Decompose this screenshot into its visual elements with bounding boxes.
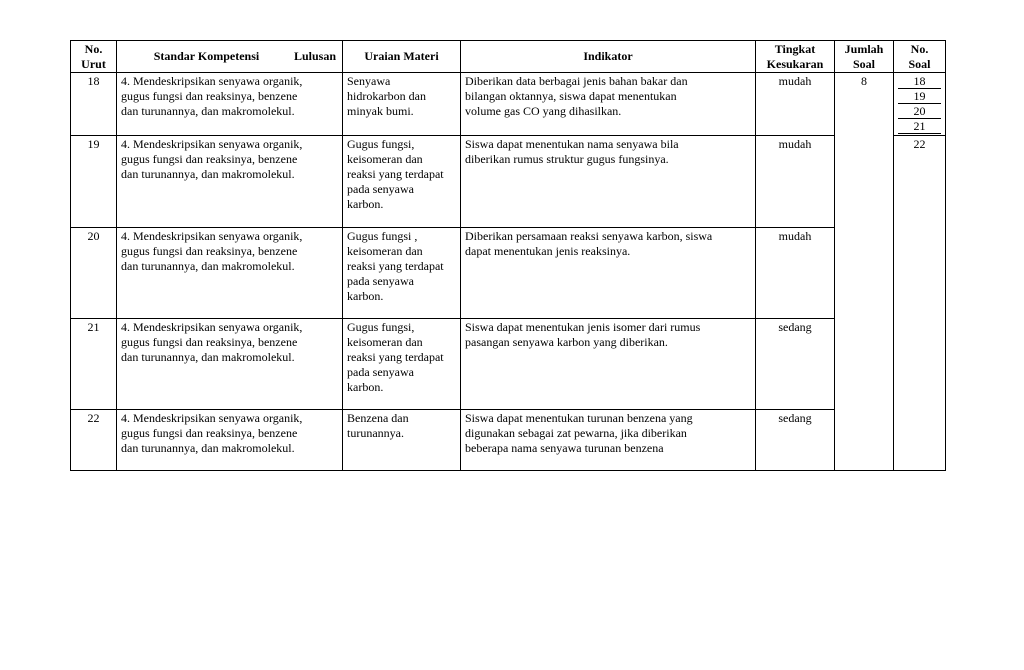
row-no-urut: 21 bbox=[71, 319, 117, 410]
no-soal-list bbox=[898, 74, 941, 134]
row-uraian: Benzena dan turunannya. bbox=[343, 410, 461, 471]
no-soal-item: 19 bbox=[898, 89, 941, 104]
row-no-urut: 18 bbox=[71, 73, 117, 136]
header-standar-right: Lulusan bbox=[293, 49, 336, 63]
row-tingkat: sedang bbox=[756, 319, 835, 410]
row-indikator: Siswa dapat menentukan nama senyawa bila diberikan rumus struktur gugus fungsinya. bbox=[461, 136, 756, 228]
row-tingkat: mudah bbox=[756, 73, 835, 136]
header-indikator: Indikator bbox=[461, 41, 756, 73]
no-soal-item: 22 bbox=[913, 137, 926, 151]
table-row bbox=[71, 410, 946, 471]
header-standar-left: Standar Kompetensi bbox=[153, 49, 260, 63]
row-indikator: Diberikan persamaan reaksi senyawa karbon, siswa dapat menentukan jenis reaksinya. bbox=[461, 228, 756, 319]
no-soal-list-cell bbox=[894, 73, 946, 136]
row-uraian: Gugus fungsi , keisomeran dan reaksi yang terdapat pada senyawa karbon. bbox=[343, 228, 461, 319]
jumlah-soal-cell: 8 bbox=[835, 73, 894, 471]
table-row bbox=[71, 73, 946, 136]
row-tingkat: mudah bbox=[756, 136, 835, 228]
row-uraian: Senyawa hidrokarbon dan minyak bumi. bbox=[343, 73, 461, 136]
row-indikator: Siswa dapat menentukan turunan benzena yang digunakan sebagai zat pewarna, jika diberikan beberapa nama senyawa turunan benzena bbox=[461, 410, 756, 471]
table-row bbox=[71, 228, 946, 319]
header-no-soal: No. Soal bbox=[894, 41, 946, 73]
header-jumlah-soal: Jumlah Soal bbox=[835, 41, 894, 73]
row-tingkat: mudah bbox=[756, 228, 835, 319]
row-indikator: Siswa dapat menentukan jenis isomer dari rumus pasangan senyawa karbon yang diberikan. bbox=[461, 319, 756, 410]
table-row bbox=[71, 136, 946, 228]
header-tingkat-kesukaran: Tingkat Kesukaran bbox=[756, 41, 835, 73]
kisi-kisi-table bbox=[70, 40, 946, 471]
header-no-urut: No. Urut bbox=[71, 41, 117, 73]
row-tingkat: sedang bbox=[756, 410, 835, 471]
no-soal-item: 20 bbox=[898, 104, 941, 119]
row-standar: 4. Mendeskripsikan senyawa organik, gugus fungsi dan reaksinya, benzene dan turunannya, dan makromolekul. bbox=[117, 319, 343, 410]
no-soal-item: 21 bbox=[898, 119, 941, 134]
row-no-urut: 22 bbox=[71, 410, 117, 471]
header-standar-kompetensi bbox=[117, 41, 343, 73]
row-standar: 4. Mendeskripsikan senyawa organik, gugus fungsi dan reaksinya, benzene dan turunannya, dan makromolekul. bbox=[117, 410, 343, 471]
row-uraian: Gugus fungsi, keisomeran dan reaksi yang terdapat pada senyawa karbon. bbox=[343, 136, 461, 228]
row-no-urut: 20 bbox=[71, 228, 117, 319]
table-row bbox=[71, 319, 946, 410]
row-indikator: Diberikan data berbagai jenis bahan bakar dan bilangan oktannya, siswa dapat menentukan volume gas CO yang dihasilkan. bbox=[461, 73, 756, 136]
row-uraian: Gugus fungsi, keisomeran dan reaksi yang terdapat pada senyawa karbon. bbox=[343, 319, 461, 410]
row-standar: 4. Mendeskripsikan senyawa organik, gugus fungsi dan reaksinya, benzene dan turunannya, dan makromolekul. bbox=[117, 136, 343, 228]
table-header-row bbox=[71, 41, 946, 73]
row-standar: 4. Mendeskripsikan senyawa organik, gugus fungsi dan reaksinya, benzene dan turunannya, dan makromolekul. bbox=[117, 228, 343, 319]
row-no-urut: 19 bbox=[71, 136, 117, 228]
no-soal-list-cell bbox=[894, 136, 946, 471]
no-soal-item: 18 bbox=[898, 74, 941, 89]
header-uraian-materi: Uraian Materi bbox=[343, 41, 461, 73]
row-standar: 4. Mendeskripsikan senyawa organik, gugus fungsi dan reaksinya, benzene dan turunannya, dan makromolekul. bbox=[117, 73, 343, 136]
